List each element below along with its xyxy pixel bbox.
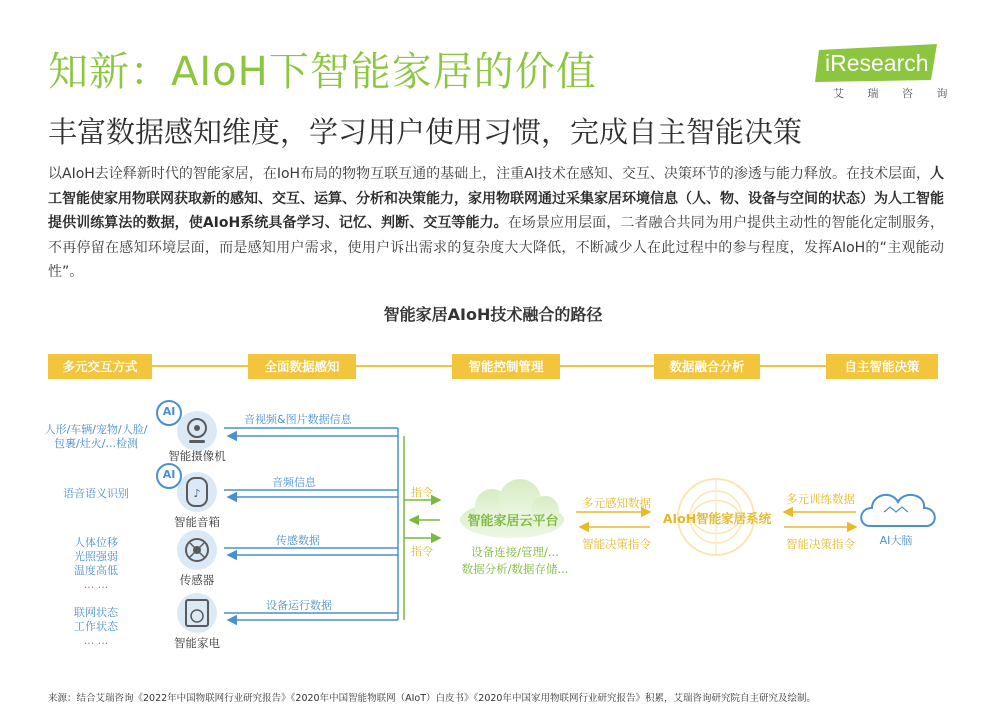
left-label-detection-line1: 人形/车辆/宠物/人脸/ <box>44 423 148 436</box>
ai-badge-speaker-text: AI <box>162 468 176 481</box>
svg-text:♪: ♪ <box>193 487 201 500</box>
mid-flow-bottom-label: 智能决策指令 <box>582 537 651 551</box>
speaker-icon <box>177 472 217 512</box>
logo-text: iResearch <box>825 50 929 76</box>
left-label-sensor-line1: 人体位移 <box>74 536 118 549</box>
device-label-speaker: 智能音箱 <box>174 515 220 529</box>
command-label-top: 指令 <box>411 486 433 499</box>
stage-multi-interaction: 多元交互方式 <box>48 354 152 379</box>
appliance-icon <box>177 593 217 633</box>
left-label-detection <box>40 423 152 451</box>
left-label-sensor-line4: ... ... <box>83 578 109 591</box>
page-subtitle: 丰富数据感知维度，学习用户使用习惯，完成自主智能决策 <box>48 115 803 149</box>
left-label-status-line1: 联网状态 <box>74 606 118 619</box>
device-label-camera: 智能摄像机 <box>168 449 226 463</box>
device-label-sensor: 传感器 <box>179 573 215 587</box>
left-label-sensor-line3: 温度高低 <box>74 564 118 577</box>
left-label-voice <box>40 487 152 501</box>
left-label-status-line2: 工作状态 <box>74 620 118 633</box>
source-note: 来源：结合艾瑞咨询《2022年中国物联网行业研究报告》《2020年中国智能物联网（AIoT）白皮书》《2020年中国家用物联网行业研究报告》积累，艾瑞咨询研究院自主研究及绘制。 <box>48 693 816 704</box>
stage-control-management: 智能控制管理 <box>452 354 560 379</box>
page-title: 知新：AIoH下智能家居的价值 <box>48 49 597 95</box>
left-label-sensor-items <box>40 536 152 592</box>
left-label-voice-line1: 语音语义识别 <box>63 487 129 500</box>
camera-icon <box>177 411 217 451</box>
left-label-sensor-line2: 光照强弱 <box>74 550 118 563</box>
intro-text-2: 在场景应用层面，二者融合共同为用户提供主动性的智能化定制服务，不再停留在感知环境层面，而是感知用户需求，使用户诉出需求的复杂度大大降低，不断减少人在此过程中的参与程度，发挥AIoH的“主观能动性”。 <box>48 215 944 280</box>
flow-label-sensor-data: 传感数据 <box>276 534 320 547</box>
left-label-appliance-status <box>40 606 152 648</box>
cloud-platform-shape <box>460 479 564 538</box>
mid-flow-top-label: 多元感知数据 <box>582 496 651 510</box>
diagram-title: 智能家居AIoH技术融合的路径 <box>383 305 603 324</box>
stage-data-perception: 全面数据感知 <box>248 354 356 379</box>
platform-desc-2: 数据分析/数据存储... <box>461 562 569 576</box>
left-label-detection-line2: 包裹/灶火/...检测 <box>54 437 138 450</box>
platform-name: 智能家居云平台 <box>467 514 559 529</box>
command-label-bottom: 指令 <box>411 545 433 558</box>
sensor-icon <box>177 530 217 570</box>
flow-label-device-run-data: 设备运行数据 <box>266 599 332 612</box>
platform-desc-1: 设备连接/管理/... <box>471 545 559 559</box>
stage-data-fusion: 数据融合分析 <box>654 354 760 379</box>
ai-badge-camera-text: AI <box>162 405 176 418</box>
ai-brain-cloud-icon <box>861 495 935 526</box>
right-flow-bottom-label: 智能决策指令 <box>786 537 855 551</box>
device-label-appliance: 智能家电 <box>174 636 220 650</box>
aioh-system-label: AIoH智能家居系统 <box>662 511 772 526</box>
flow-label-audio: 音频信息 <box>272 476 316 489</box>
logo-subtext: 艾 瑞 咨 询 <box>833 87 958 100</box>
left-label-status-line3: ... ... <box>83 634 109 647</box>
flow-label-av-data: 音视频&图片数据信息 <box>244 413 352 426</box>
right-flow-top-label: 多元训练数据 <box>786 492 855 506</box>
stage-autonomous-decision: 自主智能决策 <box>826 354 938 379</box>
intro-text-bold: 人工智能使家用物联网获取新的感知、交互、运算、分析和决策能力，家用物联网通过采集家居环境信息（人、物、设备与空间的状态）为人工智能提供训练算法的数据，使AIoH系统具备学习、记忆、判断、交互等能力。 <box>48 166 944 231</box>
ai-brain-label: AI大脑 <box>879 534 913 547</box>
intro-text-1: 以AIoH去诠释新时代的智能家居，在IoH布局的物物互联互通的基础上，注重AI技术在感知、交互、决策环节的渗透与能力释放。在技术层面， <box>48 166 930 182</box>
